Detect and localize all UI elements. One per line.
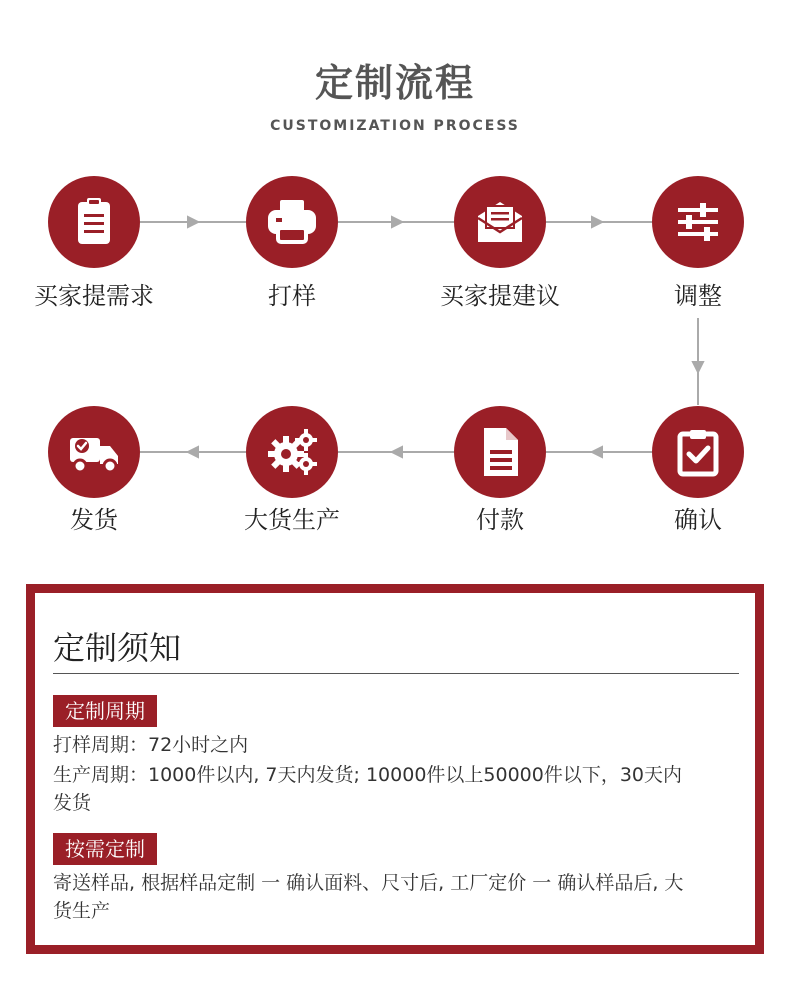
printer-icon (264, 194, 320, 250)
sliders-icon (670, 194, 726, 250)
section-tag-custom: 按需定制 (53, 833, 157, 865)
step-4-circle (652, 176, 744, 268)
notice-title: 定制须知 (53, 629, 182, 667)
step-8-label: 发货 (70, 506, 118, 534)
step-5-label: 确认 (674, 506, 722, 534)
step-4-label: 调整 (674, 282, 722, 310)
step-2-label: 打样 (268, 282, 316, 310)
step-3-circle (454, 176, 546, 268)
clipboard-check-icon (670, 424, 726, 480)
page-subtitle: CUSTOMIZATION PROCESS (270, 118, 520, 134)
step-3-label: 买家提建议 (440, 282, 560, 310)
step-5-circle (652, 406, 744, 498)
step-2-circle (246, 176, 338, 268)
step-6-label: 付款 (476, 506, 524, 534)
step-7-label: 大货生产 (244, 506, 340, 534)
mail-icon (472, 194, 528, 250)
step-7-circle (246, 406, 338, 498)
section-tag-cycle: 定制周期 (53, 695, 157, 727)
step-8-circle (48, 406, 140, 498)
document-icon (472, 424, 528, 480)
step-1-circle (48, 176, 140, 268)
divider (53, 673, 739, 674)
cycle-line-2: 生产周期：1000件以内, 7天内发货; 10000件以上50000件以下，30天内 (53, 764, 683, 786)
step-1-label: 买家提需求 (34, 282, 154, 310)
clipboard-icon (66, 194, 122, 250)
delivery-truck-icon (66, 424, 122, 480)
custom-line-1: 寄送样品, 根据样品定制 一 确认面料、尺寸后, 工厂定价 一 确认样品后, 大 (53, 872, 684, 894)
page-title: 定制流程 (314, 61, 475, 105)
gears-icon (264, 424, 320, 480)
custom-line-2: 货生产 (53, 900, 111, 922)
notice-panel (26, 584, 764, 954)
step-6-circle (454, 406, 546, 498)
cycle-line-1: 打样周期：72小时之内 (53, 734, 249, 756)
cycle-line-3: 发货 (53, 792, 92, 814)
